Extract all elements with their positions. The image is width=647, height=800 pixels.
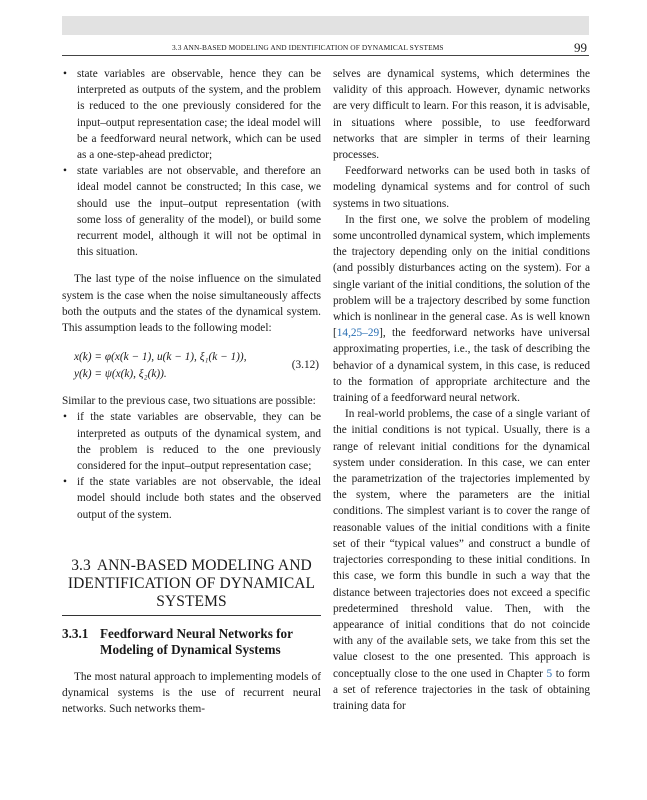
paragraph-similar: Similar to the previous case, two situations are possible: <box>62 395 316 408</box>
running-title: 3.3 ANN-BASED MODELING AND IDENTIFICATION OF DYNAMICAL SYSTEMS <box>172 43 444 52</box>
header-rule <box>62 55 589 56</box>
subsection-heading <box>62 626 321 658</box>
paragraph-noise: The last type of the noise influence on the simulated system is the case when the noise simultaneously affects both the outputs and the states of the dynamical system. This assumption leads to the following model: <box>62 273 321 335</box>
equation-line: y(k) = ψ(x(k), ξ₂(k)). <box>74 368 167 381</box>
bullet-list-cases <box>62 409 321 522</box>
list-item: • state variables are observable, hence they can be interpreted as outputs of the system, and the problem is reduced to the one previously considered for the input–output representation case; the ideal model will be a feedforward neural network, which can be used as a one-step-ahead predictor; <box>62 66 321 163</box>
equation-line: x(k) = φ(x(k − 1), u(k − 1), ξ₁(k − 1)), <box>74 351 247 364</box>
paragraph-real-world <box>333 406 590 714</box>
section-title: ANN-BASED MODELING AND IDENTIFICATION OF DYNAMICAL SYSTEMS <box>67 556 316 610</box>
text-run: to form a set of reference trajectories in the task of obtaining training data for <box>333 667 590 712</box>
equation-number: (3.12) <box>291 359 319 372</box>
paragraph-first-case <box>333 212 590 406</box>
section-heading <box>62 557 321 611</box>
paragraph-continued: selves are dynamical systems, which determines the validity of this approach. However, dynamic networks are very difficult to learn. For this reason, it is advisable, in situations where possible, to use feedforward networks that are simpler in terms of their learning processes. <box>333 68 590 162</box>
citation-link[interactable]: 14,25–29 <box>336 327 380 340</box>
text-run: In real-world problems, the case of a single variant of the initial conditions is not typical. Usually, there is a range of relevant initial conditions for the dynamical system under consideration. In this case, we can enter the parametrization of the trajectories implemented by the system, where the parameters are the initial conditions. The simplest variant is to cover the range of reasonable values of the initial conditions with a finite set of their “typical values” and construct a bundle of trajectories corresponding to these initial conditions. In this case, we form this bundle in such a way that the distance between trajectories does not exceed a specific predetermined threshold value. Then, with the appearance of initial conditions that do not coincide with any of the available sets, we take from this set the value closest to the one presented. This approach is conceptually close to the one used in Chapter <box>333 408 590 680</box>
paragraph-situations: Feedforward networks can be used both in tasks of modeling dynamical systems and for control of such systems in two situations. <box>333 165 590 210</box>
paragraph-approach: The most natural approach to implementing models of dynamical systems is the use of recurrent neural networks. Such networks them- <box>62 670 321 716</box>
subsection-title: Feedforward Neural Networks for Modeling of Dynamical Systems <box>100 625 293 657</box>
section-number: 3.3 <box>71 556 91 574</box>
page-number: 99 <box>574 40 587 55</box>
subsection-number: 3.3.1 <box>62 625 89 641</box>
list-item: • if the state variables are not observable, the ideal model should include both states and the observed output of the system. <box>62 474 321 523</box>
right-column <box>333 66 590 714</box>
section-rule <box>62 615 321 616</box>
top-gray-bar <box>62 16 589 35</box>
left-column <box>62 66 321 717</box>
text-run: ], the feedforward networks have universal approximating properties, i.e., the task of describing the behavior of a dynamical system, in this case, is reduced to the formation of appropriate architecture and the training of a feedforward neural network. <box>333 327 590 405</box>
list-item: • if the state variables are observable, they can be interpreted as outputs of the dynamical system, and the problem is reduced to the one previously considered for the input–output representation case; <box>62 409 321 474</box>
bullet-list-observability <box>62 66 321 260</box>
chapter-link[interactable]: 5 <box>546 667 553 680</box>
equation-3-12 <box>62 349 321 385</box>
list-item: • state variables are not observable, and therefore an ideal model cannot be constructed; In this case, we should use the input–output representation (with some loss of generality of the model), or build some recurrent model, although it will not be optimal in this situation. <box>62 163 321 260</box>
running-head <box>62 40 589 56</box>
text-run: In the first one, we solve the problem of modeling some uncontrolled dynamical system, which implements the trajectory depending only on the initial conditions (and possibly disturbances acting on the system). For a single variant of the initial conditions, the solution of the problem will be a trajectory described by some function which is nonlinear in the general case. As is well known [ <box>333 213 590 340</box>
